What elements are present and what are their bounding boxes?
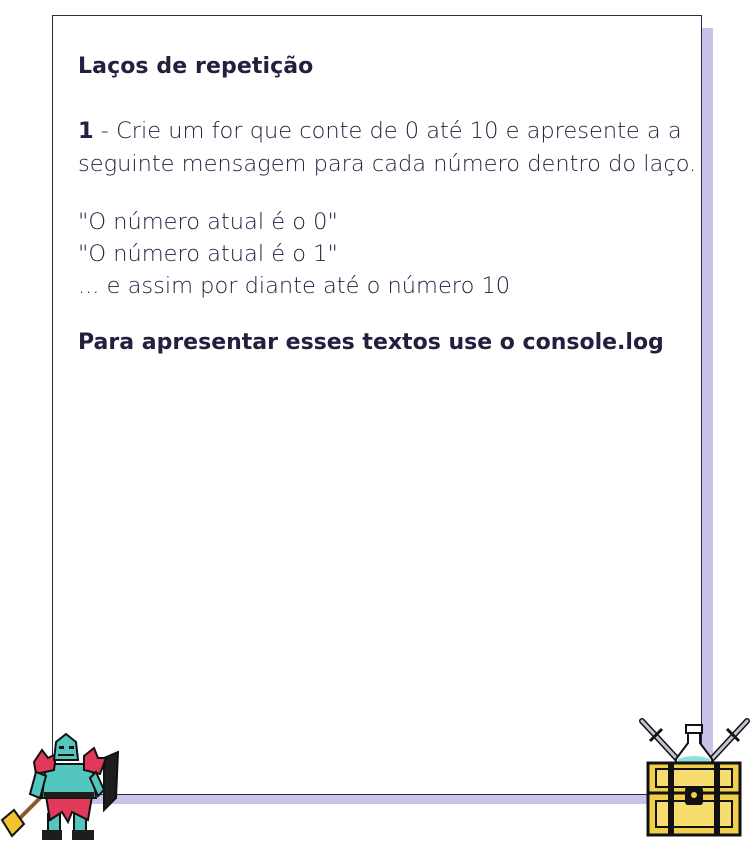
exercise-text: - Crie um for que conte de 0 até 10 e apresente a a seguinte mensagem para cada número dentro do laço. — [78, 118, 697, 177]
card-title: Laços de repetição — [78, 54, 314, 79]
treasure-chest-icon — [634, 715, 755, 843]
example-output — [78, 206, 510, 302]
example-line-3: ... e assim por diante até o número 10 — [78, 273, 511, 299]
example-line-2: "O número atual é o 1" — [78, 241, 338, 267]
footer-instruction: Para apresentar esses textos use o console.log — [78, 330, 664, 355]
example-line-1: "O número atual é o 0" — [78, 209, 338, 235]
exercise-statement — [78, 115, 698, 181]
exercise-number: 1 — [78, 118, 94, 144]
orc-warrior-icon — [0, 728, 125, 843]
exercise-card — [52, 15, 702, 795]
